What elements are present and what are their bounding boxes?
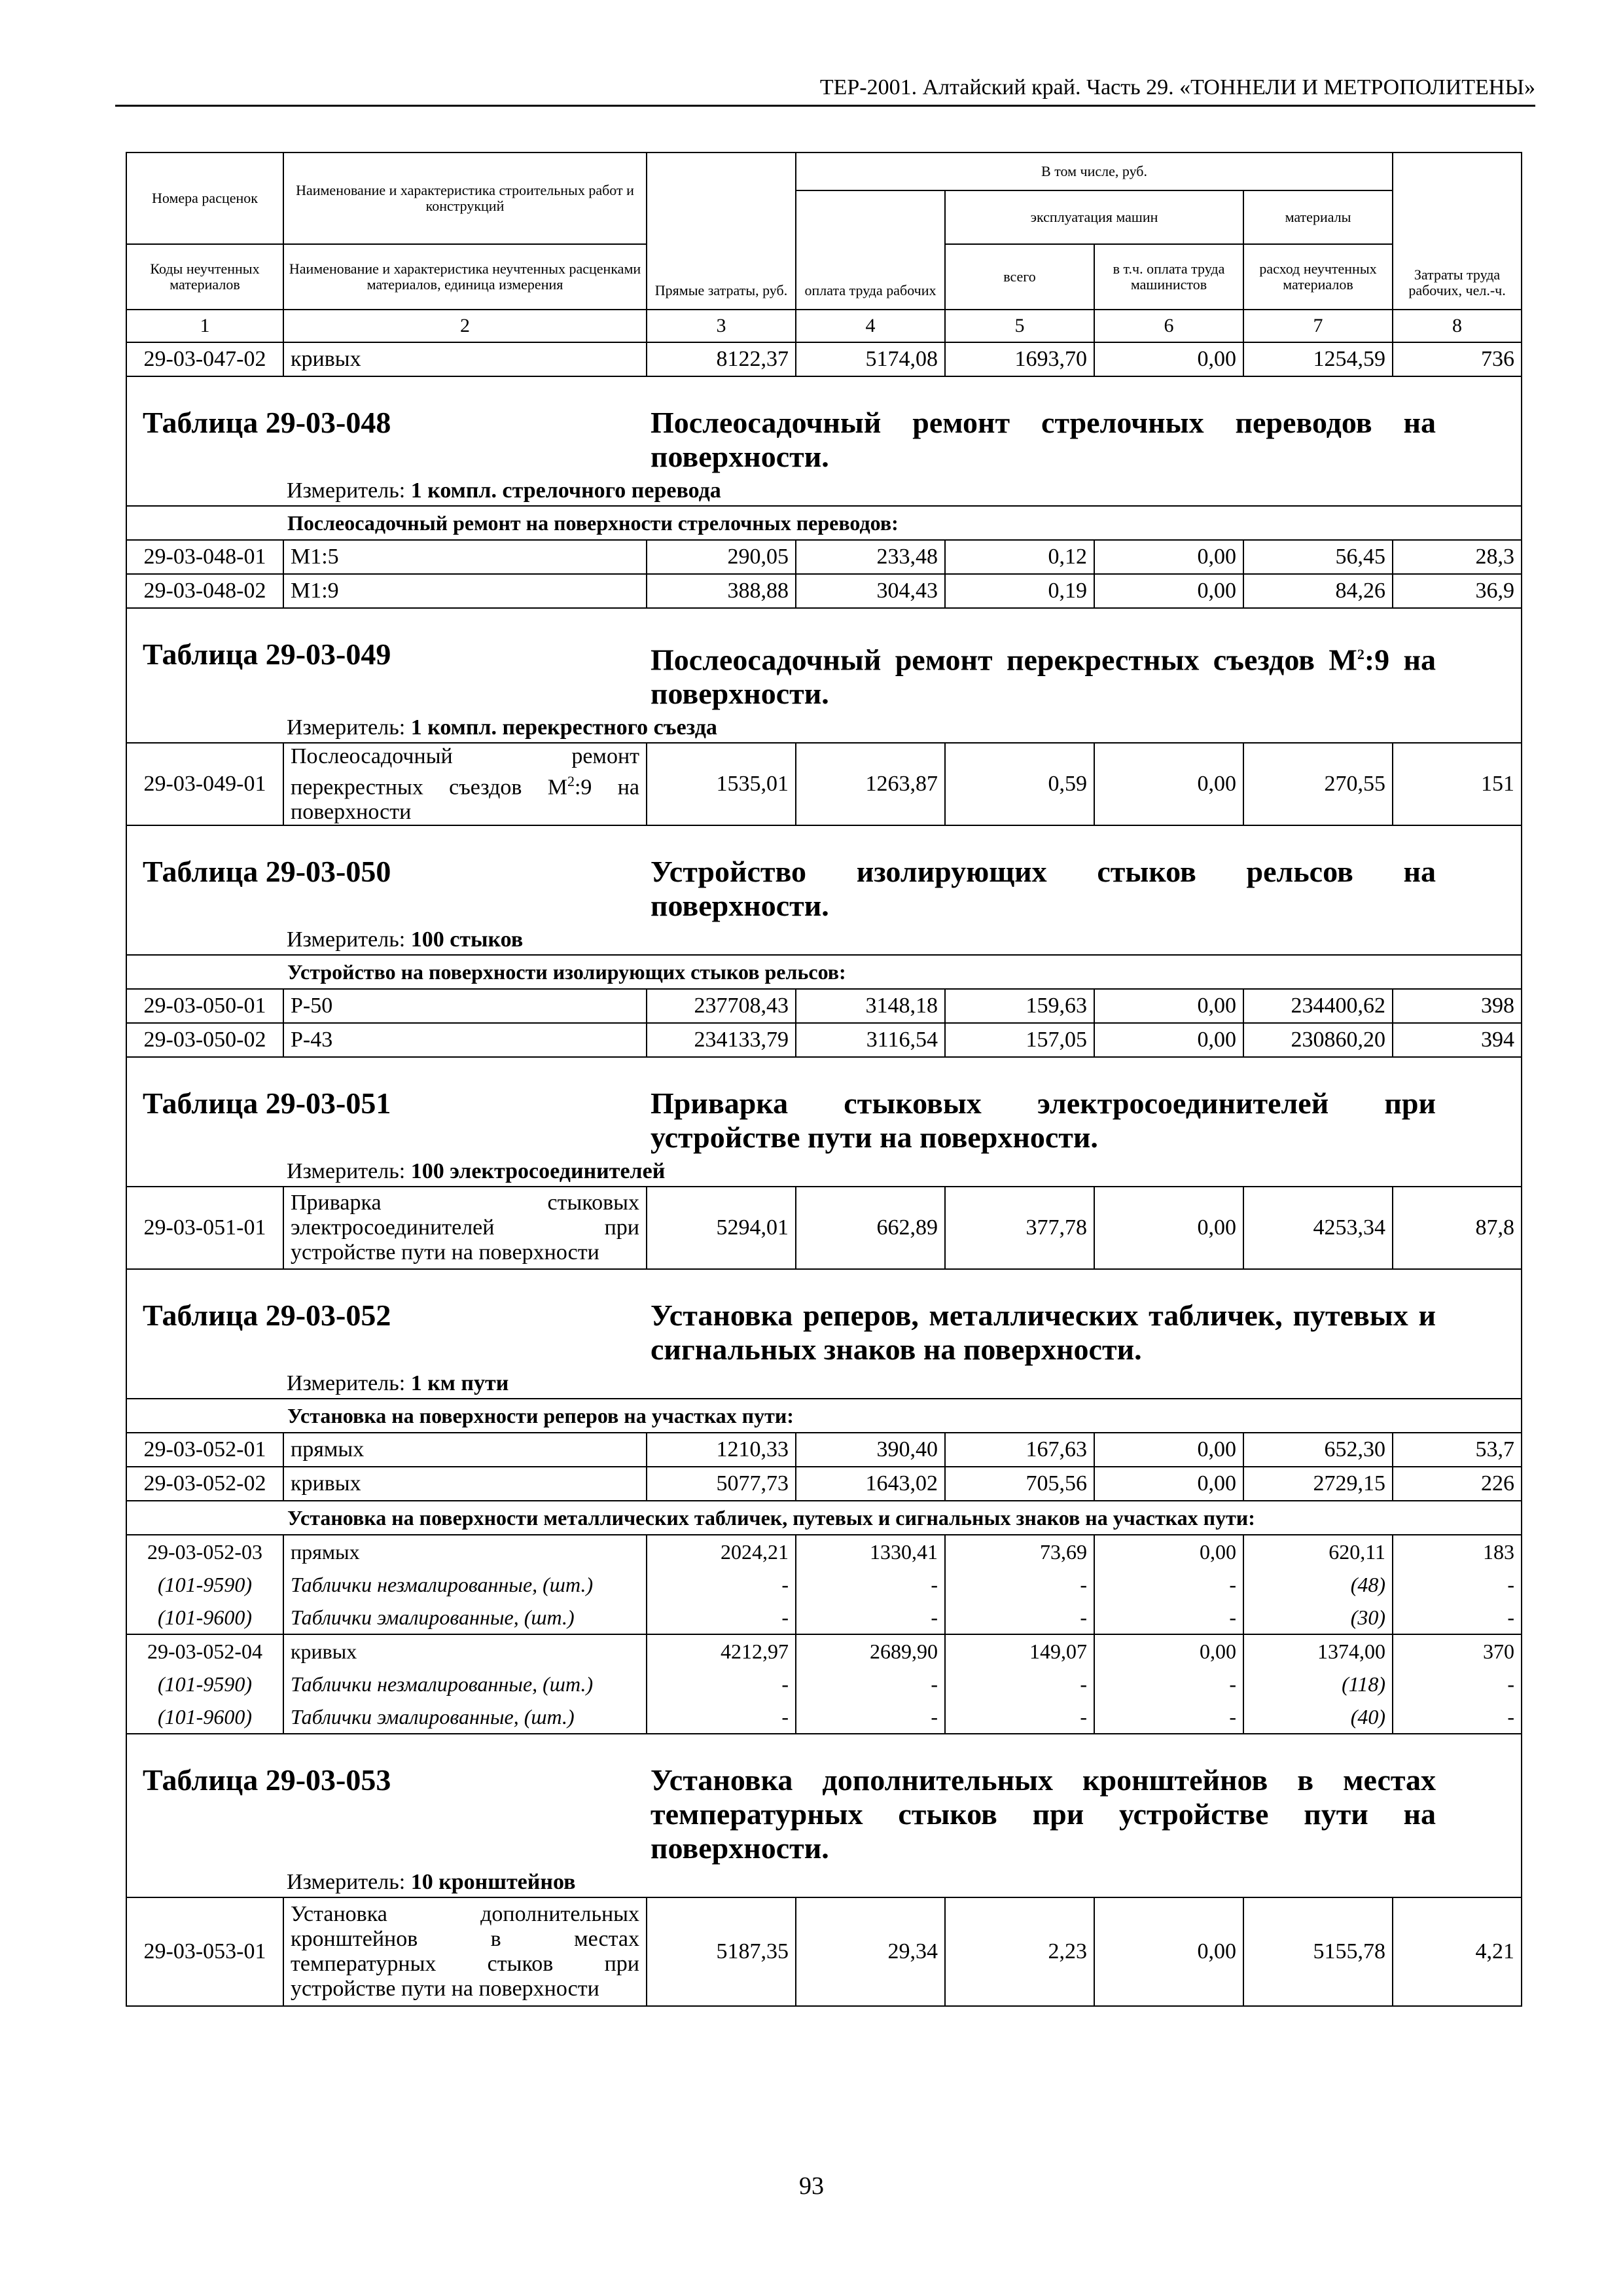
rate-name: М1:9 <box>283 574 647 608</box>
table-title-block <box>126 825 1522 955</box>
rate-code: 29-03-052-02 <box>126 1467 283 1501</box>
col-materials: материалы <box>1243 190 1393 244</box>
labor: 394 <box>1393 1023 1522 1057</box>
machines-total: 377,78 <box>945 1187 1094 1269</box>
machines-total: 0,12 <box>945 540 1094 574</box>
col-total: всего <box>945 244 1094 310</box>
direct-costs: 388,88 <box>647 574 796 608</box>
section-title: Устройство на поверхности изолирующих стыков рельсов: <box>126 955 1522 989</box>
col-machines: эксплуатация машин <box>945 190 1243 244</box>
material-row <box>126 1668 1522 1700</box>
worker-pay: 2689,90 <box>796 1634 945 1668</box>
section-row <box>126 1399 1522 1433</box>
machines-total: - <box>945 1568 1094 1601</box>
machinist-pay: 0,00 <box>1094 743 1243 825</box>
table-row <box>126 574 1522 608</box>
measure-unit: Измеритель: 100 электросоединителей <box>287 1159 666 1184</box>
material-consumption: (40) <box>1243 1700 1393 1734</box>
labor: 151 <box>1393 743 1522 825</box>
labor: - <box>1393 1700 1522 1734</box>
direct-costs: - <box>647 1601 796 1634</box>
index-cell: 8 <box>1393 310 1522 342</box>
machinist-pay: 0,00 <box>1094 342 1243 376</box>
col-direct-costs: Прямые затраты, руб. <box>647 152 796 310</box>
materials: 1374,00 <box>1243 1634 1393 1668</box>
direct-costs: 4212,97 <box>647 1634 796 1668</box>
machines-total: 73,69 <box>945 1535 1094 1568</box>
table-block-050 <box>126 825 1522 955</box>
measure-unit: Измеритель: 1 компл. перекрестного съезда <box>287 715 717 740</box>
machines-total: - <box>945 1668 1094 1700</box>
labor: 183 <box>1393 1535 1522 1568</box>
direct-costs: 2024,21 <box>647 1535 796 1568</box>
worker-pay: 3116,54 <box>796 1023 945 1057</box>
rate-name: Послеосадочный ремонт перекрестных съездов $М^2:9$ на поверхности <box>283 743 647 825</box>
worker-pay: 1643,02 <box>796 1467 945 1501</box>
direct-costs: 290,05 <box>647 540 796 574</box>
machines-total: - <box>945 1601 1094 1634</box>
material-name: Таблички эмалированные, (шт.) <box>283 1700 647 1734</box>
table-block-051 <box>126 1057 1522 1187</box>
col-worker-pay: оплата труда рабочих <box>796 190 945 310</box>
table-id: Таблица 29-03-053 <box>143 1763 391 1797</box>
section-row <box>126 506 1522 540</box>
material-code: (101-9600) <box>126 1601 283 1634</box>
machines-total: 1693,70 <box>945 342 1094 376</box>
measure-unit: Измеритель: 100 стыков <box>287 927 524 952</box>
rates-table <box>126 152 1522 2007</box>
materials: 234400,62 <box>1243 989 1393 1023</box>
worker-pay: - <box>796 1668 945 1700</box>
machinist-pay: - <box>1094 1668 1243 1700</box>
worker-pay: 304,43 <box>796 574 945 608</box>
material-code: (101-9600) <box>126 1700 283 1734</box>
rate-name: кривых <box>283 1467 647 1501</box>
worker-pay: - <box>796 1700 945 1734</box>
material-consumption: (118) <box>1243 1668 1393 1700</box>
machines-total: 157,05 <box>945 1023 1094 1057</box>
materials: 230860,20 <box>1243 1023 1393 1057</box>
machinist-pay: 0,00 <box>1094 989 1243 1023</box>
machines-total: 2,23 <box>945 1897 1094 2006</box>
table-row <box>126 989 1522 1023</box>
table-title: Послеосадочный ремонт перекрестных съездов $М^2:9$ на поверхности. <box>651 643 1436 711</box>
machines-total: 167,63 <box>945 1433 1094 1467</box>
machinist-pay: 0,00 <box>1094 574 1243 608</box>
rate-code: 29-03-050-02 <box>126 1023 283 1057</box>
table-row <box>126 1535 1522 1568</box>
index-cell: 7 <box>1243 310 1393 342</box>
running-header-text: ТЕР-2001. Алтайский край. Часть 29. «ТОННЕЛИ И МЕТРОПОЛИТЕНЫ» <box>819 75 1535 99</box>
section-title: Установка на поверхности металлических табличек, путевых и сигнальных знаков на участках пути: <box>126 1501 1522 1535</box>
table-row <box>126 1467 1522 1501</box>
rate-name: Установка дополнительных кронштейнов в местах температурных стыков при устройстве пути на поверхности <box>283 1897 647 2006</box>
rate-name: М1:5 <box>283 540 647 574</box>
section-row <box>126 955 1522 989</box>
rate-code: 29-03-052-01 <box>126 1433 283 1467</box>
table-title: Установка дополнительных кронштейнов в местах температурных стыков при устройстве пути на поверхности. <box>651 1763 1436 1865</box>
running-header <box>115 73 1535 107</box>
worker-pay: 29,34 <box>796 1897 945 2006</box>
table-id: Таблица 29-03-050 <box>143 855 391 889</box>
materials: 5155,78 <box>1243 1897 1393 2006</box>
direct-costs: 5077,73 <box>647 1467 796 1501</box>
direct-costs: - <box>647 1568 796 1601</box>
direct-costs: 237708,43 <box>647 989 796 1023</box>
machines-total: 149,07 <box>945 1634 1094 1668</box>
labor: 87,8 <box>1393 1187 1522 1269</box>
machinist-pay: 0,00 <box>1094 1634 1243 1668</box>
worker-pay: 5174,08 <box>796 342 945 376</box>
table-title-block <box>126 1057 1522 1187</box>
machinist-pay: 0,00 <box>1094 1535 1243 1568</box>
index-cell: 2 <box>283 310 647 342</box>
machinist-pay: 0,00 <box>1094 1187 1243 1269</box>
table-block-053 <box>126 1734 1522 1897</box>
machines-total: 0,19 <box>945 574 1094 608</box>
index-cell: 1 <box>126 310 283 342</box>
table-title-block <box>126 1734 1522 1897</box>
header-row-1 <box>126 152 1522 190</box>
rate-code: 29-03-052-03 <box>126 1535 283 1568</box>
measure-unit: Измеритель: 1 компл. стрелочного перевода <box>287 478 721 503</box>
machines-total: - <box>945 1700 1094 1734</box>
table-id: Таблица 29-03-052 <box>143 1299 391 1333</box>
table-row <box>126 1433 1522 1467</box>
direct-costs: 234133,79 <box>647 1023 796 1057</box>
table-block-049 <box>126 608 1522 743</box>
rate-name: прямых <box>283 1433 647 1467</box>
material-consumption: (30) <box>1243 1601 1393 1634</box>
material-name: Таблички эмалированные, (шт.) <box>283 1601 647 1634</box>
measure-unit: Измеритель: 1 км пути <box>287 1371 509 1396</box>
materials: 652,30 <box>1243 1433 1393 1467</box>
material-consumption: (48) <box>1243 1568 1393 1601</box>
labor: - <box>1393 1601 1522 1634</box>
col-unaccounted-codes: Коды неучтенных материалов <box>126 244 283 310</box>
table-id: Таблица 29-03-049 <box>143 637 391 671</box>
machinist-pay: - <box>1094 1700 1243 1734</box>
labor: - <box>1393 1568 1522 1601</box>
materials: 270,55 <box>1243 743 1393 825</box>
material-row <box>126 1568 1522 1601</box>
table-title: Устройство изолирующих стыков рельсов на поверхности. <box>651 855 1436 923</box>
rate-code: 29-03-048-01 <box>126 540 283 574</box>
machinist-pay: 0,00 <box>1094 1897 1243 2006</box>
materials: 84,26 <box>1243 574 1393 608</box>
rate-code: 29-03-049-01 <box>126 743 283 825</box>
direct-costs: 1535,01 <box>647 743 796 825</box>
col-machinist-pay: в т.ч. оплата труда машинистов <box>1094 244 1243 310</box>
rate-name: Р-43 <box>283 1023 647 1057</box>
table-row <box>126 1897 1522 2006</box>
labor: 36,9 <box>1393 574 1522 608</box>
machinist-pay: - <box>1094 1568 1243 1601</box>
materials: 1254,59 <box>1243 342 1393 376</box>
machines-total: 159,63 <box>945 989 1094 1023</box>
col-including: В том числе, руб. <box>796 152 1393 190</box>
machinist-pay: 0,00 <box>1094 1433 1243 1467</box>
index-cell: 6 <box>1094 310 1243 342</box>
worker-pay: - <box>796 1568 945 1601</box>
table-title: Установка реперов, металлических табличек, путевых и сигнальных знаков на поверхности. <box>651 1299 1436 1367</box>
worker-pay: 662,89 <box>796 1187 945 1269</box>
worker-pay: 390,40 <box>796 1433 945 1467</box>
table-title-block <box>126 608 1522 743</box>
table-row <box>126 1634 1522 1668</box>
rate-code: 29-03-053-01 <box>126 1897 283 2006</box>
index-row <box>126 310 1522 342</box>
machines-total: 0,59 <box>945 743 1094 825</box>
machinist-pay: 0,00 <box>1094 540 1243 574</box>
material-name: Таблички незмалированные, (шт.) <box>283 1668 647 1700</box>
col-unaccounted-names: Наименование и характеристика неучтенных расценками материалов, единица измерения <box>283 244 647 310</box>
table-row <box>126 1187 1522 1269</box>
index-cell: 5 <box>945 310 1094 342</box>
worker-pay: 1330,41 <box>796 1535 945 1568</box>
rate-code: 29-03-047-02 <box>126 342 283 376</box>
rate-name: Приварка стыковых электросоединителей при устройстве пути на поверхности <box>283 1187 647 1269</box>
table-title: Послеосадочный ремонт стрелочных переводов на поверхности. <box>651 406 1436 473</box>
machinist-pay: 0,00 <box>1094 1467 1243 1501</box>
col-unaccounted-consumption: расход неучтенных материалов <box>1243 244 1393 310</box>
section-title: Послеосадочный ремонт на поверхности стрелочных переводов: <box>126 506 1522 540</box>
labor: 736 <box>1393 342 1522 376</box>
material-code: (101-9590) <box>126 1668 283 1700</box>
table-id: Таблица 29-03-048 <box>143 406 391 439</box>
worker-pay: 3148,18 <box>796 989 945 1023</box>
section-title: Установка на поверхности реперов на участках пути: <box>126 1399 1522 1433</box>
rate-code: 29-03-052-04 <box>126 1634 283 1668</box>
table-row <box>126 743 1522 825</box>
table-block-048 <box>126 376 1522 506</box>
labor: 4,21 <box>1393 1897 1522 2006</box>
rate-name: Р-50 <box>283 989 647 1023</box>
direct-costs: 5294,01 <box>647 1187 796 1269</box>
machinist-pay: - <box>1094 1601 1243 1634</box>
rate-code: 29-03-051-01 <box>126 1187 283 1269</box>
worker-pay: 233,48 <box>796 540 945 574</box>
machines-total: 705,56 <box>945 1467 1094 1501</box>
labor: 226 <box>1393 1467 1522 1501</box>
labor: - <box>1393 1668 1522 1700</box>
table-row <box>126 1023 1522 1057</box>
table-title-block <box>126 1269 1522 1399</box>
col-labor: Затраты труда рабочих, чел.-ч. <box>1393 152 1522 310</box>
rate-name: кривых <box>283 1634 647 1668</box>
machinist-pay: 0,00 <box>1094 1023 1243 1057</box>
material-row <box>126 1601 1522 1634</box>
table-block-052 <box>126 1269 1522 1399</box>
rate-name: прямых <box>283 1535 647 1568</box>
direct-costs: 1210,33 <box>647 1433 796 1467</box>
material-code: (101-9590) <box>126 1568 283 1601</box>
index-cell: 3 <box>647 310 796 342</box>
section-row <box>126 1501 1522 1535</box>
materials: 2729,15 <box>1243 1467 1393 1501</box>
rate-code: 29-03-048-02 <box>126 574 283 608</box>
rate-name: кривых <box>283 342 647 376</box>
material-row <box>126 1700 1522 1734</box>
direct-costs: - <box>647 1700 796 1734</box>
table-id: Таблица 29-03-051 <box>143 1086 391 1121</box>
material-name: Таблички незмалированные, (шт.) <box>283 1568 647 1601</box>
worker-pay: 1263,87 <box>796 743 945 825</box>
labor: 53,7 <box>1393 1433 1522 1467</box>
table-row <box>126 342 1522 376</box>
materials: 4253,34 <box>1243 1187 1393 1269</box>
direct-costs: 5187,35 <box>647 1897 796 2006</box>
table-row <box>126 540 1522 574</box>
table-title: Приварка стыковых электросоединителей при устройстве пути на поверхности. <box>651 1086 1436 1155</box>
rate-code: 29-03-050-01 <box>126 989 283 1023</box>
table-title-block <box>126 376 1522 506</box>
measure-unit: Измеритель: 10 кронштейнов <box>287 1870 576 1895</box>
col-rate-numbers: Номера расценок <box>126 152 283 244</box>
labor: 28,3 <box>1393 540 1522 574</box>
page-number: 93 <box>799 2172 824 2200</box>
labor: 370 <box>1393 1634 1522 1668</box>
index-cell: 4 <box>796 310 945 342</box>
labor: 398 <box>1393 989 1522 1023</box>
materials: 56,45 <box>1243 540 1393 574</box>
materials: 620,11 <box>1243 1535 1393 1568</box>
worker-pay: - <box>796 1601 945 1634</box>
direct-costs: 8122,37 <box>647 342 796 376</box>
direct-costs: - <box>647 1668 796 1700</box>
col-work-name: Наименование и характеристика строительных работ и конструкций <box>283 152 647 244</box>
